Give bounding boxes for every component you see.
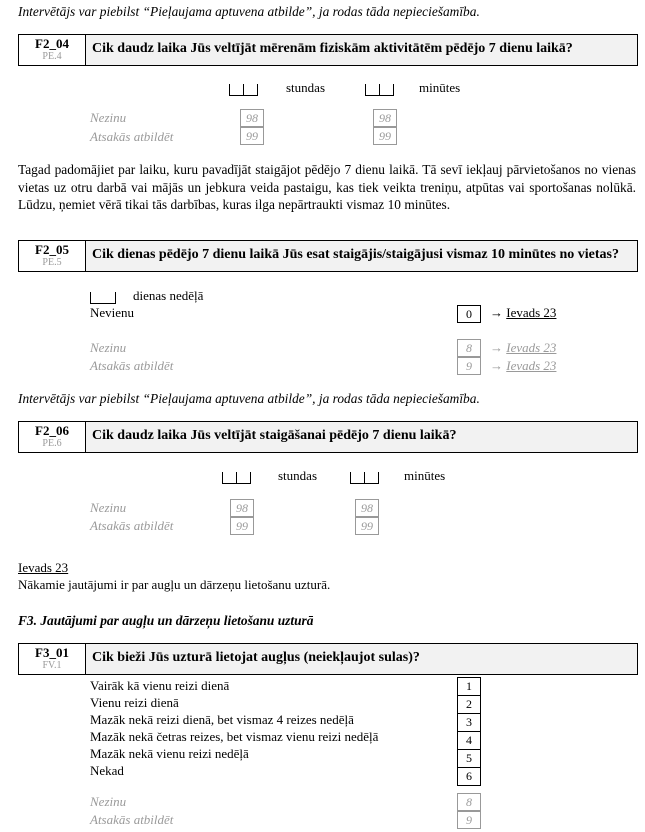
option-code[interactable]: 4 bbox=[458, 732, 480, 750]
code-0[interactable]: 0 bbox=[457, 305, 481, 323]
question-text: Cik daudz laika Jūs veltījāt staigāšanai pēdējo 7 dienu laikā? bbox=[92, 428, 457, 443]
hours-input[interactable] bbox=[222, 468, 251, 484]
option-label: Vienu reizi dienā bbox=[90, 695, 179, 710]
question-text: Cik bieži Jūs uzturā lietojat augļus (neiekļaujot sulas)? bbox=[92, 650, 420, 665]
refuse-label: Atsakās atbildēt bbox=[90, 129, 174, 144]
option-code[interactable]: 1 bbox=[458, 678, 480, 696]
interviewer-note: Intervētājs var piebilst “Pieļaujama aptuvena atbilde”, ja rodas tāda nepieciešamība. bbox=[18, 4, 480, 19]
question-text: Cik dienas pēdējo 7 dienu laikā Jūs esat staigājis/staigājusi vismaz 10 minūtes no vietas? bbox=[92, 247, 619, 262]
option-codes bbox=[457, 677, 481, 786]
question-code: F3_01 bbox=[35, 645, 69, 660]
section-title: F3. Jautājumi par augļu un dārzeņu lietošanu uzturā bbox=[18, 613, 314, 628]
minutes-label: minūtes bbox=[404, 468, 446, 483]
question-code: F2_04 bbox=[35, 36, 69, 51]
dont-know-label: Nezinu bbox=[90, 110, 127, 125]
question-header-f3-01 bbox=[18, 643, 638, 675]
goto-arrow: → Ievads 23 bbox=[490, 305, 557, 320]
minutes-input[interactable] bbox=[365, 80, 394, 96]
question-code: F2_05 bbox=[35, 242, 69, 257]
code-98-hours[interactable]: 98 bbox=[240, 109, 264, 127]
code-99-hours[interactable]: 99 bbox=[230, 517, 254, 535]
code-9[interactable]: 9 bbox=[457, 811, 481, 829]
question-header-f2-04 bbox=[18, 34, 638, 66]
option-code[interactable]: 5 bbox=[458, 750, 480, 768]
walking-paragraph: Tagad padomājiet par laiku, kuru pavadījāt staigājot pēdējo 7 dienu laikā. Tā sevī iekļauj pārvietošanos no vienas vietas uz otru darbā vai mājās un jebkura veida pastaigu, kas tiek veikta treniņu, atpūtas vai sportošanas nolūkā. Lūdzu, ņemiet vērā tikai tās darbības, kuras ilga nepārtraukti vismaz 10 minūtes. bbox=[18, 162, 636, 212]
code-8[interactable]: 8 bbox=[457, 339, 481, 357]
days-input[interactable] bbox=[90, 288, 116, 304]
hours-input[interactable] bbox=[229, 80, 258, 96]
code-9[interactable]: 9 bbox=[457, 357, 481, 375]
option-code[interactable]: 6 bbox=[466, 769, 472, 783]
goto-link[interactable]: Ievads 23 bbox=[506, 358, 557, 373]
question-subcode: PE.5 bbox=[42, 257, 62, 268]
code-98-hours[interactable]: 98 bbox=[230, 499, 254, 517]
option-label: Mazāk nekā vienu reizi nedēļā bbox=[90, 746, 249, 761]
code-99-minutes[interactable]: 99 bbox=[373, 127, 397, 145]
question-text: Cik daudz laika Jūs veltījāt mērenām fiziskām aktivitātēm pēdējo 7 dienu laikā? bbox=[92, 41, 573, 56]
goto-link[interactable]: Ievads 23 bbox=[506, 340, 557, 355]
question-code-box bbox=[19, 35, 86, 65]
refuse-label: Atsakās atbildēt bbox=[90, 812, 174, 827]
question-subcode: FV.1 bbox=[42, 660, 62, 671]
hours-label: stundas bbox=[286, 80, 325, 95]
answer-options bbox=[90, 677, 378, 779]
option-label: Nekad bbox=[90, 763, 124, 778]
question-code: F2_06 bbox=[35, 423, 69, 438]
question-header-f2-06 bbox=[18, 421, 638, 453]
minutes-input[interactable] bbox=[350, 468, 379, 484]
code-98-minutes[interactable]: 98 bbox=[355, 499, 379, 517]
question-code-box bbox=[19, 241, 86, 271]
question-header-f2-05 bbox=[18, 240, 638, 272]
refuse-label: Atsakās atbildēt bbox=[90, 518, 174, 533]
intro-title: Ievads 23 bbox=[18, 560, 69, 575]
intro-text: Nākamie jautājumi ir par augļu un dārzeņu lietošanu uzturā. bbox=[18, 577, 331, 592]
goto-arrow: → Ievads 23 bbox=[490, 340, 557, 355]
question-code-box bbox=[19, 422, 86, 452]
dont-know-label: Nezinu bbox=[90, 340, 127, 355]
question-subcode: PE.6 bbox=[42, 438, 62, 449]
option-label: Vairāk kā vienu reizi dienā bbox=[90, 678, 230, 693]
goto-arrow: → Ievads 23 bbox=[490, 358, 557, 373]
option-label: Mazāk nekā reizi dienā, bet vismaz 4 reizes nedēļā bbox=[90, 712, 354, 727]
question-subcode: PE.4 bbox=[42, 51, 62, 62]
dont-know-label: Nezinu bbox=[90, 794, 127, 809]
code-8[interactable]: 8 bbox=[457, 793, 481, 811]
code-99-hours[interactable]: 99 bbox=[240, 127, 264, 145]
question-code-box bbox=[19, 644, 86, 674]
dont-know-label: Nezinu bbox=[90, 500, 127, 515]
goto-link[interactable]: Ievads 23 bbox=[506, 305, 557, 320]
days-label: dienas nedēļā bbox=[133, 288, 204, 303]
hours-label: stundas bbox=[278, 468, 317, 483]
refuse-label: Atsakās atbildēt bbox=[90, 358, 174, 373]
option-code[interactable]: 3 bbox=[458, 714, 480, 732]
minutes-label: minūtes bbox=[419, 80, 461, 95]
option-label: Mazāk nekā četras reizes, bet vismaz vienu reizi nedēļā bbox=[90, 729, 379, 744]
option-code[interactable]: 2 bbox=[458, 696, 480, 714]
code-99-minutes[interactable]: 99 bbox=[355, 517, 379, 535]
none-label: Nevienu bbox=[90, 305, 135, 320]
interviewer-note: Intervētājs var piebilst “Pieļaujama aptuvena atbilde”, ja rodas tāda nepieciešamība. bbox=[18, 391, 480, 406]
code-98-minutes[interactable]: 98 bbox=[373, 109, 397, 127]
